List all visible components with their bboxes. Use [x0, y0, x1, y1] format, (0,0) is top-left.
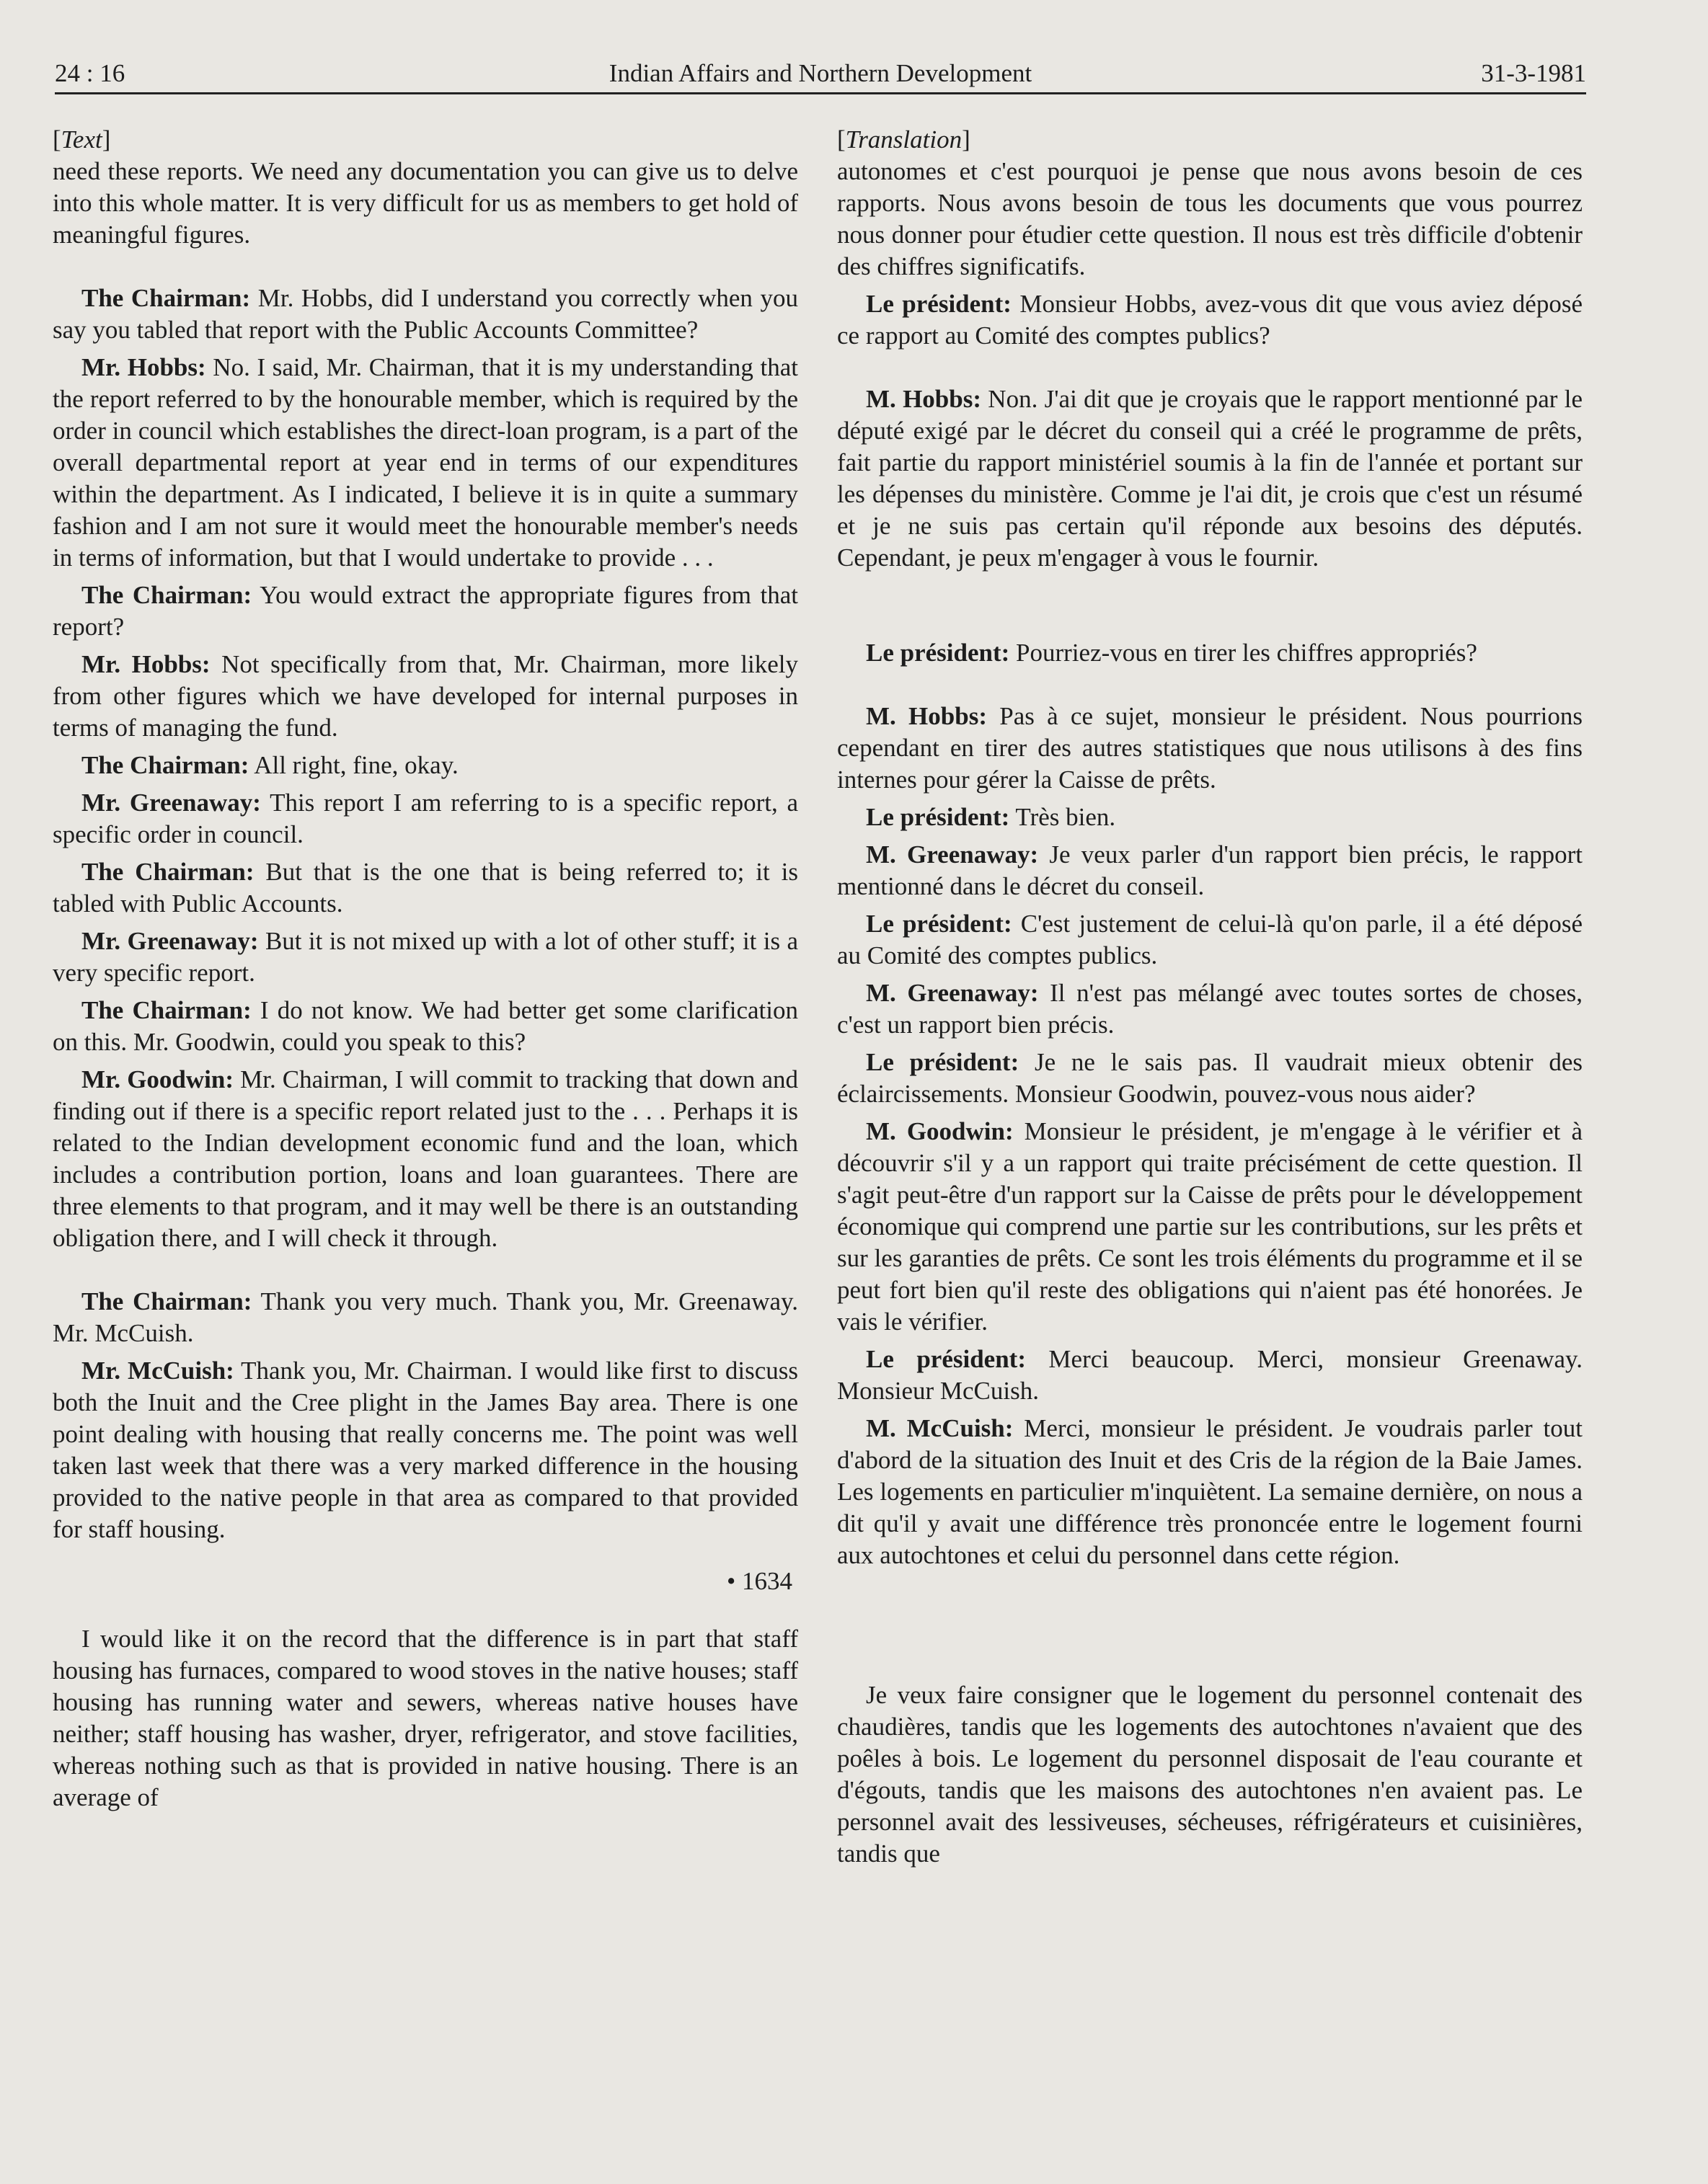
- speech-paragraph: M. Greenaway: Il n'est pas mélangé avec toutes sortes de choses, c'est un rapport bien précis.: [837, 979, 1583, 1039]
- speaker-name: Mr. McCuish:: [81, 1357, 234, 1385]
- speaker-name: The Chairman:: [81, 1287, 252, 1315]
- closing-paragraph: I would like it on the record that the difference is in part that staff housing has furnaces, compared to wood stoves in the native houses; staff housing has running water and sewers, whereas native houses have neither; staff housing has washer, dryer, refrigerator, and stove facilities, whereas nothing such as that is provided in native housing. There is an average of: [53, 1625, 798, 1811]
- speaker-name: M. Greenaway:: [866, 840, 1039, 869]
- speaker-name: Mr. Hobbs:: [81, 353, 206, 381]
- speech-paragraph: Le président: Très bien.: [866, 803, 1116, 831]
- speech-paragraph: Le président: C'est justement de celui-là qu'on parle, il a été déposé au Comité des comptes publics.: [837, 910, 1583, 969]
- intro-paragraph: autonomes et c'est pourquoi je pense que nous avons besoin de ces rapports. Nous avons besoin de tous les documents que vous pourrez nous donner pour étudier cette question. Il nous est très difficile d'obtenir des chiffres significatifs.: [837, 157, 1583, 280]
- speaker-name: Le président:: [866, 1048, 1019, 1076]
- speaker-name: M. Greenaway:: [866, 979, 1039, 1007]
- speaker-name: Le président:: [866, 639, 1010, 667]
- speech-paragraph: Mr. McCuish: Thank you, Mr. Chairman. I would like first to discuss both the Inuit and the Cree plight in the James Bay area. There is one point dealing with housing that really concerns me. The point was well taken last week that there was a very marked difference in the housing provided to the native people in that area as compared to that provided for staff housing.: [53, 1357, 798, 1543]
- speaker-name: Le président:: [866, 1345, 1026, 1373]
- closing-paragraph: Je veux faire consigner que le logement du personnel contenait des chaudières, tandis que les logements des autochtones n'avaient que des poêles à bois. Le logement du personnel disposait de l'eau courante et d'égouts, tandis que les maisons des autochtones n'en avaient pas. Le personnel avait des lessiveuses, sécheuses, réfrigérateurs et cuisinières, tandis que: [837, 1681, 1583, 1868]
- speech-paragraph: Le président: Monsieur Hobbs, avez-vous dit que vous aviez déposé ce rapport au Comité des comptes publics?: [837, 290, 1583, 350]
- speech-paragraph: Mr. Goodwin: Mr. Chairman, I will commit to tracking that down and finding out if there is a specific report related just to the . . . Perhaps it is related to the Indian development economic fund and the loan, which includes a contribution portion, loans and loan guarantees. There are three elements to that program, and it may well be there is an outstanding obligation there, and I will check it through.: [53, 1065, 798, 1252]
- speaker-name: The Chairman:: [81, 996, 252, 1024]
- translation-label: [Translation]: [837, 125, 970, 154]
- english-column: [53, 124, 798, 1814]
- french-column: [837, 124, 1583, 1870]
- speech-paragraph: Mr. Hobbs: Not specifically from that, Mr. Chairman, more likely from other figures which we have developed for internal purposes in terms of managing the fund.: [53, 650, 799, 742]
- speech-paragraph: Mr. Greenaway: This report I am referring to is a specific report, a specific order in council.: [53, 789, 798, 848]
- speech-paragraph: The Chairman: Thank you very much. Thank you, Mr. Greenaway. Mr. McCuish.: [53, 1287, 799, 1347]
- speaker-name: Mr. Goodwin:: [81, 1065, 234, 1093]
- page-date: 31-3-1981: [1481, 59, 1586, 87]
- speaker-name: M. Goodwin:: [866, 1117, 1014, 1145]
- speaker-name: The Chairman:: [81, 858, 255, 886]
- speaker-name: Mr. Greenaway:: [81, 789, 261, 817]
- speech-paragraph: The Chairman: But that is the one that is being referred to; it is tabled with Public Accounts.: [53, 858, 798, 918]
- speech-paragraph: M. Hobbs: Pas à ce sujet, monsieur le président. Nous pourrions cependant en tirer des autres statistiques que nous utilisons à des fins internes pour gérer la Caisse de prêts.: [837, 702, 1583, 794]
- running-title: Indian Affairs and Northern Development: [609, 59, 1032, 87]
- speaker-name: M. McCuish:: [866, 1414, 1014, 1442]
- speaker-name: M. Hobbs:: [866, 702, 987, 730]
- speech-paragraph: M. Greenaway: Je veux parler d'un rapport bien précis, le rapport mentionné dans le décret du conseil.: [837, 840, 1583, 900]
- time-marker: • 1634: [726, 1567, 792, 1595]
- speaker-name: Mr. Hobbs:: [81, 650, 211, 678]
- intro-paragraph: need these reports. We need any documentation you can give us to delve into this whole matter. It is very difficult for us as members to get hold of meaningful figures.: [53, 157, 798, 249]
- speech-paragraph: M. Goodwin: Monsieur le président, je m'engage à le vérifier et à découvrir s'il y a un rapport qui traite précisément de cette question. Il s'agit peut-être d'un rapport sur la Caisse de prêts pour le développement économique qui comprend une partie sur les contributions, sur les prêts et sur les garanties de prêts. Ce sont les trois éléments du programme et il se peut fort bien qu'il reste des obligations qui n'aient pas été honorées. Je vais le vérifier.: [837, 1117, 1583, 1336]
- speaker-name: The Chairman:: [81, 751, 249, 779]
- speech-paragraph: Le président: Pourriez-vous en tirer les chiffres appropriés?: [866, 639, 1477, 667]
- text-label: [Text]: [53, 125, 111, 154]
- speaker-name: M. Hobbs:: [866, 385, 982, 413]
- speaker-name: Le président:: [866, 803, 1010, 831]
- speaker-name: Le président:: [866, 290, 1012, 318]
- speaker-name: Le président:: [866, 910, 1012, 938]
- speech-paragraph: The Chairman: I do not know. We had better get some clarification on this. Mr. Goodwin, could you speak to this?: [53, 996, 798, 1056]
- speaker-name: The Chairman:: [81, 581, 252, 609]
- speech-paragraph: M. Hobbs: Non. J'ai dit que je croyais que le rapport mentionné par le député exigé par le décret du conseil qui a créé le programme de prêts, fait partie du rapport ministériel soumis à la fin de l'année et portant sur les dépenses du ministère. Comme je l'ai dit, je crois que c'est un résumé et je ne suis pas certain qu'il réponde aux besoins des députés. Cependant, je peux m'engager à vous le fournir.: [837, 385, 1583, 572]
- speech-paragraph: The Chairman: Mr. Hobbs, did I understand you correctly when you say you tabled that report with the Public Accounts Committee?: [53, 284, 798, 344]
- page-number: 24 : 16: [55, 59, 125, 87]
- page-header: [55, 50, 1586, 94]
- speech-paragraph: Le président: Je ne le sais pas. Il vaudrait mieux obtenir des éclaircissements. Monsieur Goodwin, pouvez-vous nous aider?: [837, 1048, 1583, 1108]
- speech-paragraph: The Chairman: You would extract the appropriate figures from that report?: [53, 581, 798, 641]
- speaker-name: Mr. Greenaway:: [81, 927, 259, 955]
- speech-paragraph: Mr. Hobbs: No. I said, Mr. Chairman, that it is my understanding that the report referred to by the honourable member, which is required by the order in council which establishes the direct-loan program, is a part of the overall departmental report at year end in terms of our expenditures within the department. As I indicated, I believe it is in quite a summary fashion and I am not sure it would meet the honourable member's needs in terms of information, but that I would undertake to provide . . .: [53, 353, 798, 572]
- speech-paragraph: Le président: Merci beaucoup. Merci, monsieur Greenaway. Monsieur McCuish.: [837, 1345, 1583, 1405]
- speech-paragraph: Mr. Greenaway: But it is not mixed up with a lot of other stuff; it is a very specific report.: [53, 927, 799, 987]
- speaker-name: The Chairman:: [81, 284, 251, 312]
- speech-paragraph: The Chairman: All right, fine, okay.: [81, 751, 459, 779]
- speech-paragraph: M. McCuish: Merci, monsieur le président. Je voudrais parler tout d'abord de la situation des Inuit et des Cris de la région de la Baie James. Les logements en particulier m'inquiètent. La semaine dernière, on nous a dit qu'il y avait une différence très prononcée entre le logement fourni aux autochtones et celui du personnel dans cette région.: [837, 1414, 1583, 1569]
